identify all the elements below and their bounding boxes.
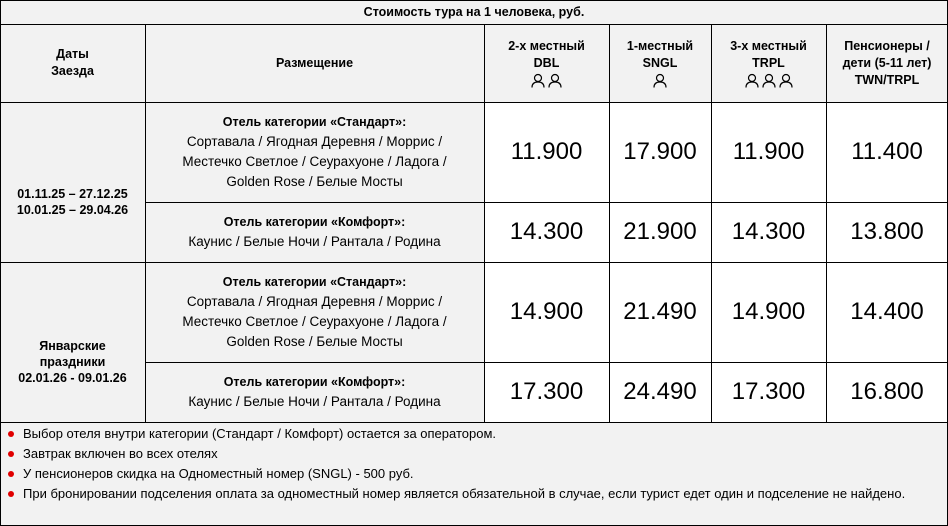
hotel-list-line: Местечко Светлое / Сеурахуоне / Ладога /: [182, 314, 447, 329]
notes-section: [0, 422, 948, 526]
header-sngl-line1: 1-местный: [626, 38, 694, 53]
price-dbl: [484, 362, 609, 422]
period-2-dates-line3: 02.01.26 - 09.01.26: [18, 371, 127, 385]
hotel-category-title: Отель категории «Стандарт»:: [222, 115, 407, 129]
hotel-category-title: Отель категории «Стандарт»:: [222, 275, 407, 289]
header-pens-line1: Пенсионеры /: [844, 38, 930, 53]
price-value: 17.300: [509, 378, 584, 405]
hotel-list-line: Golden Rose / Белые Мосты: [226, 334, 403, 349]
price-value: 11.400: [851, 138, 923, 165]
header-pensioners: [826, 24, 948, 102]
grid-line: [145, 24, 146, 422]
grid-line: [711, 24, 712, 422]
table-title: Стоимость тура на 1 человека, руб.: [363, 5, 585, 19]
header-dates-line1: Даты: [56, 47, 89, 61]
header-sngl-line2: SNGL: [642, 55, 678, 70]
grid-line: [0, 102, 948, 103]
table-title-cell: [0, 0, 948, 24]
note-text: У пенсионеров скидка на Одноместный номер (SNGL) - 500 руб.: [23, 466, 414, 481]
price-value: 14.300: [731, 218, 806, 245]
hotel-list-line: Каунис / Белые Ночи / Рантала / Родина: [188, 234, 441, 249]
hotel-cell-standard: [145, 262, 484, 362]
price-sngl: [609, 202, 711, 262]
bullet-icon: [8, 451, 14, 457]
header-pens-line2: дети (5-11 лет): [842, 55, 932, 70]
grid-line: [0, 262, 948, 263]
period-1-dates-line1: 01.11.25 – 27.12.25: [17, 187, 128, 201]
price-trpl: [711, 202, 826, 262]
header-dates-line2: Заезда: [51, 64, 94, 78]
two-persons-icon: [530, 73, 563, 89]
three-persons-icon: [744, 73, 794, 89]
price-sngl: [609, 362, 711, 422]
price-value: 21.490: [623, 298, 697, 325]
grid-line: [145, 362, 948, 363]
price-trpl: [711, 362, 826, 422]
header-trpl-line1: 3-х местный: [730, 38, 807, 53]
price-pensioners: [826, 102, 948, 202]
hotel-list-line: Местечко Светлое / Сеурахуоне / Ладога /: [182, 154, 447, 169]
price-sngl: [609, 102, 711, 202]
hotel-list-line: Каунис / Белые Ночи / Рантала / Родина: [188, 394, 441, 409]
note-item: [8, 424, 938, 444]
period-1-dates-line2: 10.01.25 – 29.04.26: [16, 203, 129, 217]
note-text: Выбор отеля внутри категории (Стандарт / Комфорт) остается за оператором.: [23, 426, 497, 441]
note-item: [8, 444, 938, 464]
header-placement: [145, 24, 484, 102]
price-pensioners: [826, 202, 948, 262]
price-value: 14.300: [509, 218, 584, 245]
header-dbl-line2: DBL: [533, 55, 560, 70]
price-value: 11.900: [510, 138, 583, 165]
grid-line: [0, 422, 948, 423]
bullet-icon: [8, 431, 14, 437]
price-trpl: [711, 102, 826, 202]
price-value: 11.900: [732, 138, 805, 165]
period-2-dates: [0, 262, 145, 422]
price-dbl: [484, 102, 609, 202]
period-1-dates: [0, 102, 145, 262]
price-value: 24.490: [623, 378, 697, 405]
header-dbl: [484, 24, 609, 102]
grid-line: [609, 24, 610, 422]
hotel-cell-comfort: [145, 362, 484, 422]
grid-line: [145, 202, 948, 203]
price-value: 13.800: [850, 218, 924, 245]
price-sngl: [609, 262, 711, 362]
bullet-icon: [8, 471, 14, 477]
price-value: 14.400: [850, 298, 924, 325]
price-value: 16.800: [850, 378, 924, 405]
price-value: 17.300: [731, 378, 806, 405]
header-sngl: [609, 24, 711, 102]
note-text: Завтрак включен во всех отелях: [23, 446, 218, 461]
hotel-list-line: Golden Rose / Белые Мосты: [226, 174, 403, 189]
note-item: [8, 464, 938, 484]
bullet-icon: [8, 491, 14, 497]
hotel-cell-comfort: [145, 202, 484, 262]
person-icon: [652, 73, 668, 89]
price-pensioners: [826, 262, 948, 362]
grid-line: [826, 24, 827, 422]
hotel-category-title: Отель категории «Комфорт»:: [223, 215, 406, 229]
hotel-list-line: Сортавала / Ягодная Деревня / Моррис /: [186, 294, 443, 309]
note-item: [8, 484, 938, 504]
header-dbl-line1: 2-х местный: [508, 38, 585, 53]
price-dbl: [484, 262, 609, 362]
price-pensioners: [826, 362, 948, 422]
hotel-list-line: Сортавала / Ягодная Деревня / Моррис /: [186, 134, 443, 149]
price-value: 14.900: [731, 298, 806, 325]
header-dates: [0, 24, 145, 102]
header-pens-line3: TWN/TRPL: [854, 72, 920, 87]
grid-line: [484, 24, 485, 422]
grid-line: [0, 24, 948, 25]
period-2-dates-line2: праздники: [39, 355, 106, 369]
price-dbl: [484, 202, 609, 262]
header-trpl-line2: TRPL: [752, 55, 785, 70]
period-2-dates-line1: Январские: [39, 339, 106, 353]
price-value: 21.900: [623, 218, 697, 245]
hotel-cell-standard: [145, 102, 484, 202]
header-trpl: [711, 24, 826, 102]
header-placement-label: Размещение: [275, 55, 354, 70]
price-value: 14.900: [509, 298, 584, 325]
price-trpl: [711, 262, 826, 362]
hotel-category-title: Отель категории «Комфорт»:: [223, 375, 406, 389]
table-border-top: [0, 0, 948, 1]
note-text: При бронировании подселения оплата за одноместный номер является обязательной в случае, если турист едет один и подселение не найдено.: [23, 486, 906, 501]
table-border-left: [0, 0, 1, 526]
price-value: 17.900: [623, 138, 697, 165]
